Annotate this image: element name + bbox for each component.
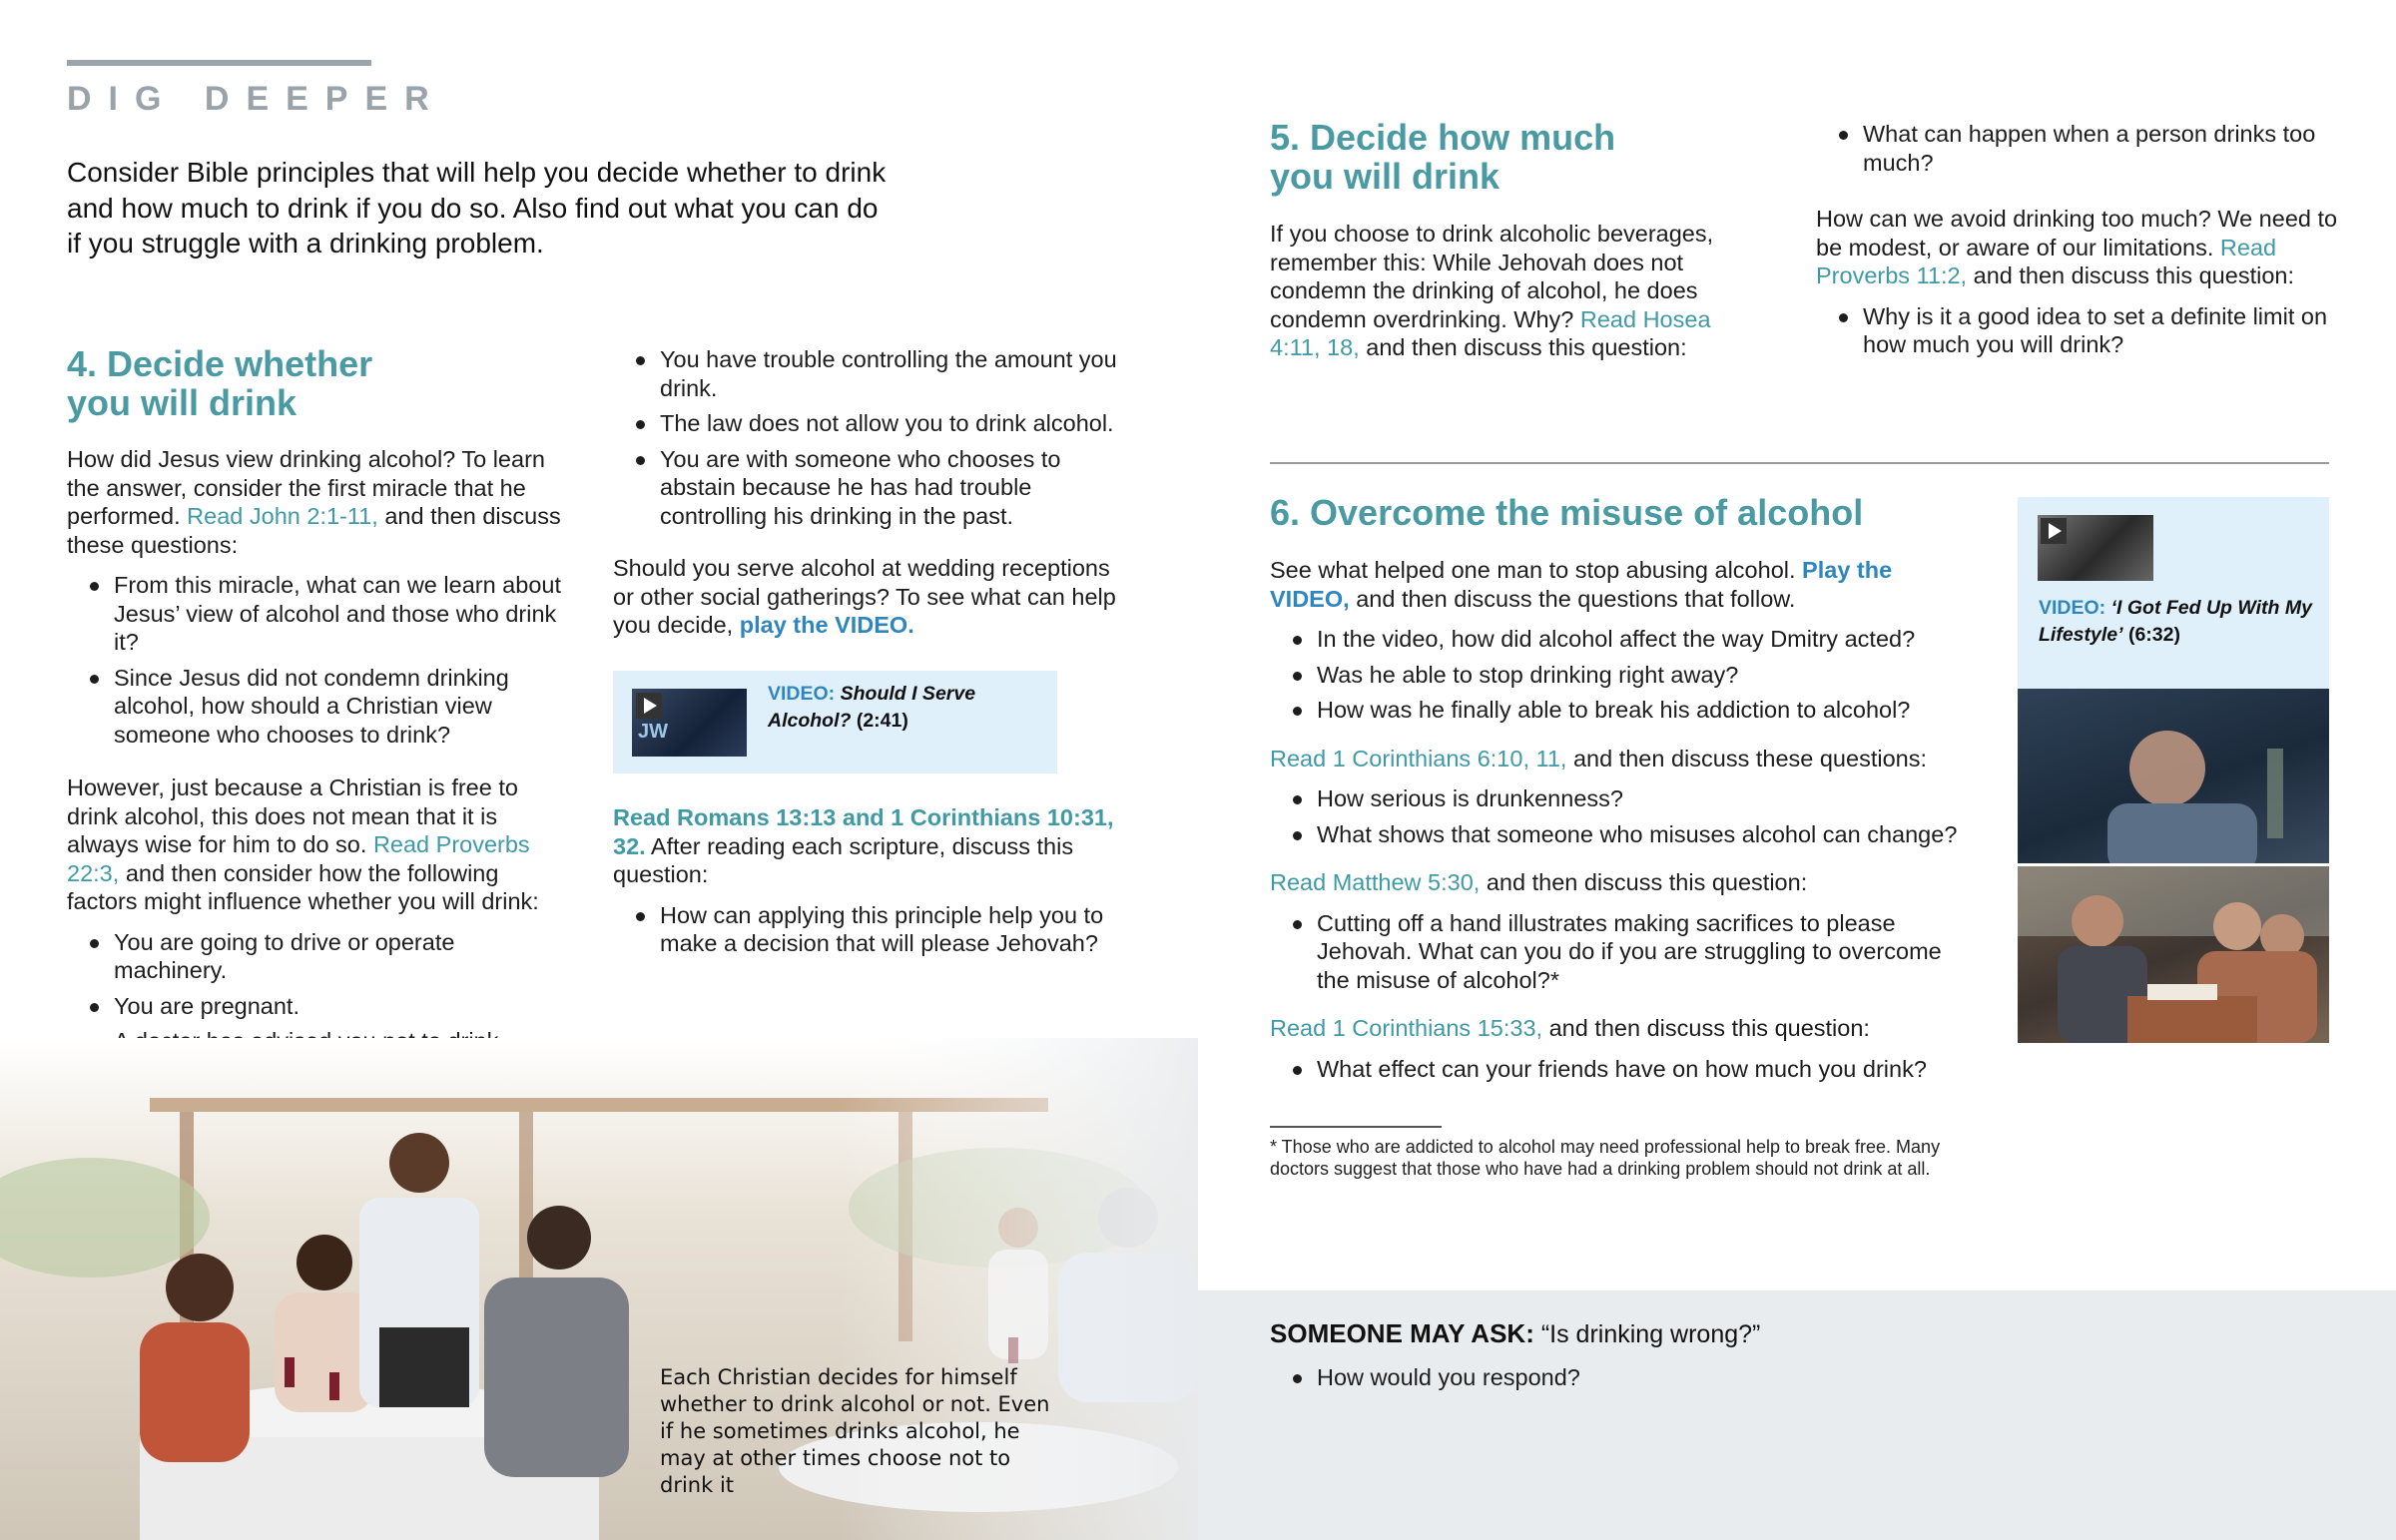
s5-paragraph-2 bbox=[1816, 205, 2340, 290]
section-4-title bbox=[67, 344, 566, 422]
scripture-link-john[interactable]: Read John 2:1-11, bbox=[187, 503, 378, 529]
video-thumbnail[interactable] bbox=[2038, 515, 2153, 581]
ask-question: “Is drinking wrong?” bbox=[1540, 1320, 1761, 1348]
video-thumbnail[interactable] bbox=[632, 689, 747, 757]
s4-p2-end: and then consider how the following factors might influence whether you will drink: bbox=[67, 859, 539, 914]
section-5-title-line1: 5. Decide how much bbox=[1270, 117, 1616, 158]
s6-questions-2 bbox=[1270, 784, 1969, 848]
video-card-fed-up[interactable] bbox=[2018, 497, 2329, 689]
section-4-title-line1: 4. Decide whether bbox=[67, 343, 373, 384]
section-5-title-line2: you will drink bbox=[1270, 156, 1500, 197]
list-item: How was he finally able to break his addiction to alcohol? bbox=[1270, 696, 1969, 725]
s6-read-3: Read Matthew 5:30, and then discuss this question: bbox=[1270, 869, 1808, 895]
video-title: VIDEO: ‘I Got Fed Up With My Lifestyle’ (6:32) bbox=[2039, 597, 2312, 646]
s4-questions-2 bbox=[613, 901, 1132, 958]
scripture-link-hosea[interactable]: Read Hosea 4:11, 18, bbox=[1270, 305, 1711, 360]
list-item: From this miracle, what can we learn about Jesus’ view of alcohol and those who drink it? bbox=[67, 571, 571, 657]
scripture-link-matthew[interactable]: Read Matthew 5:30, bbox=[1270, 869, 1481, 895]
intro-paragraph: Consider Bible principles that will help you decide whether to drink and how much to drink if you do so. Also find out what you can do if you struggle with a drinking problem. bbox=[67, 157, 887, 258]
list-item: You have trouble controlling the amount you drink. bbox=[613, 345, 1127, 402]
ask-heading bbox=[1270, 1317, 1760, 1350]
section-4-column-b bbox=[613, 345, 1127, 640]
s4-p1-end: and then discuss these questions: bbox=[67, 503, 561, 558]
s6-paragraph-1 bbox=[1270, 556, 1969, 613]
footnote: * Those who are addicted to alcohol may need professional help to break free. Many doctors suggest that those who have had a drinking problem should not drink at all. bbox=[1270, 1137, 1941, 1179]
list-item: The law does not allow you to drink alcohol. bbox=[613, 409, 1127, 438]
header-rule bbox=[67, 60, 371, 66]
scripture-link-1cor-15[interactable]: Read 1 Corinthians 15:33, bbox=[1270, 1015, 1543, 1041]
list-item: What effect can your friends have on how much you drink? bbox=[1270, 1055, 1969, 1084]
section-5-title bbox=[1270, 118, 1769, 196]
s4-paragraph-3 bbox=[613, 554, 1127, 640]
s4-p3-text: Should you serve alcohol at wedding receptions or other social gatherings? To see what can help you decide, bbox=[613, 555, 1116, 638]
photo-family-study bbox=[2018, 866, 2329, 1043]
scripture-link-romans[interactable]: Read Romans 13:13 and 1 Corinthians 10:31, 32. bbox=[613, 804, 1114, 859]
section-6-title: 6. Overcome the misuse of alcohol bbox=[1270, 492, 1864, 533]
s5-p2-text: How can we avoid drinking too much? We need to be modest, or aware of our limitations. bbox=[1816, 206, 2338, 260]
list-item: What shows that someone who misuses alcohol can change? bbox=[1270, 820, 1969, 849]
s6-read-2: Read 1 Corinthians 6:10, 11, and then discuss these questions: bbox=[1270, 745, 1927, 771]
s4-paragraph-2 bbox=[67, 773, 571, 916]
illustration-caption: Each Christian decides for himself whether to drink alcohol or not. Even if he sometimes drinks alcohol, he may at other times choose not to drink it bbox=[660, 1365, 1050, 1497]
s5-questions-2 bbox=[1816, 302, 2340, 359]
video-title: VIDEO: Should I Serve Alcohol? (2:41) bbox=[768, 683, 976, 732]
list-item: How can applying this principle help you to make a decision that will please Jehovah? bbox=[613, 901, 1132, 958]
scripture-link-1cor-6[interactable]: Read 1 Corinthians 6:10, 11, bbox=[1270, 745, 1567, 771]
s4-p4-end: After reading each scripture, discuss this question: bbox=[613, 832, 1074, 887]
section-kicker: DIG DEEPER bbox=[67, 80, 446, 118]
section-6-body bbox=[1270, 556, 1969, 1090]
list-item: You are going to drive or operate machinery. bbox=[67, 928, 571, 985]
family-study-image bbox=[2018, 866, 2329, 1043]
play-icon[interactable] bbox=[2041, 518, 2067, 544]
s5-p2-end: and then discuss this question: bbox=[1973, 262, 2294, 288]
someone-may-ask-panel bbox=[1198, 1290, 2396, 1540]
s4-paragraph-4 bbox=[613, 803, 1132, 889]
s5-p1-text: If you choose to drink alcoholic beverages, remember this: While Jehovah does not condemn the drinking of alcohol, he does condemn overdrinking. Why? bbox=[1270, 221, 1714, 332]
section-divider bbox=[1270, 462, 2329, 464]
list-item: What can happen when a person drinks too much? bbox=[1816, 120, 2340, 177]
s4-paragraph-1 bbox=[67, 445, 571, 559]
list-item: How serious is drunkenness? bbox=[1270, 784, 1969, 813]
s6-read-4: Read 1 Corinthians 15:33, and then discuss this question: bbox=[1270, 1015, 1870, 1041]
s5-paragraph-1 bbox=[1270, 220, 1759, 362]
section-4-column-a bbox=[67, 445, 571, 1091]
list-item: Since Jesus did not condemn drinking alcohol, how should a Christian view someone who chooses to drink? bbox=[67, 664, 571, 750]
s6-questions-4 bbox=[1270, 1055, 1969, 1084]
play-video-link[interactable]: Play the VIDEO, bbox=[1270, 557, 1893, 612]
list-item: Why is it a good idea to set a definite limit on how much you will drink? bbox=[1816, 302, 2340, 359]
list-item: You are pregnant. bbox=[67, 992, 571, 1021]
man-distressed-image bbox=[2018, 689, 2329, 863]
s6-questions-1 bbox=[1270, 625, 1969, 725]
photo-man-distressed bbox=[2018, 689, 2329, 863]
play-video-link[interactable]: play the VIDEO. bbox=[739, 612, 914, 638]
list-item: In the video, how did alcohol affect the way Dmitry acted? bbox=[1270, 625, 1969, 654]
s6-questions-3 bbox=[1270, 909, 1969, 995]
list-item: You are with someone who chooses to abstain because he has had trouble controlling his drinking in the past. bbox=[613, 445, 1127, 531]
s5-questions-1 bbox=[1816, 120, 2340, 177]
s5-p1-end: and then discuss this question: bbox=[1366, 334, 1687, 360]
section-4-title-line2: you will drink bbox=[67, 382, 298, 423]
s6-p1-text: See what helped one man to stop abusing alcohol. bbox=[1270, 557, 1796, 583]
scripture-link-proverbs-22[interactable]: Read Proverbs 22:3, bbox=[67, 831, 530, 886]
list-item: How would you respond? bbox=[1270, 1363, 1869, 1392]
play-icon[interactable] bbox=[636, 693, 662, 719]
section-4-column-b-lower bbox=[613, 803, 1132, 965]
list-item: Was he able to stop drinking right away? bbox=[1270, 661, 1969, 690]
list-item: Cutting off a hand illustrates making sacrifices to please Jehovah. What can you do if you are struggling to overcome the misuse of alcohol?* bbox=[1270, 909, 1969, 995]
s4-p1-text: How did Jesus view drinking alcohol? To learn the answer, consider the first miracle that he performed. bbox=[67, 446, 545, 529]
s6-p1-end: and then discuss the questions that follow. bbox=[1356, 585, 1796, 612]
ask-label: SOMEONE MAY ASK: bbox=[1270, 1318, 1534, 1348]
section-5-column-a bbox=[1270, 220, 1759, 362]
s4-questions-1 bbox=[67, 571, 571, 749]
section-5-column-b bbox=[1816, 120, 2340, 366]
s4-factors-b bbox=[613, 345, 1127, 530]
scripture-link-proverbs-11[interactable]: Read Proverbs 11:2, bbox=[1816, 234, 2277, 288]
ask-items bbox=[1270, 1363, 1869, 1399]
jw-logo-icon: JW bbox=[638, 721, 668, 743]
footnote-rule bbox=[1270, 1126, 1442, 1128]
video-card-serve-alcohol[interactable] bbox=[613, 671, 1057, 773]
s4-p2-text: However, just because a Christian is free to drink alcohol, this does not mean that it is always wise for him to do so. bbox=[67, 774, 518, 857]
